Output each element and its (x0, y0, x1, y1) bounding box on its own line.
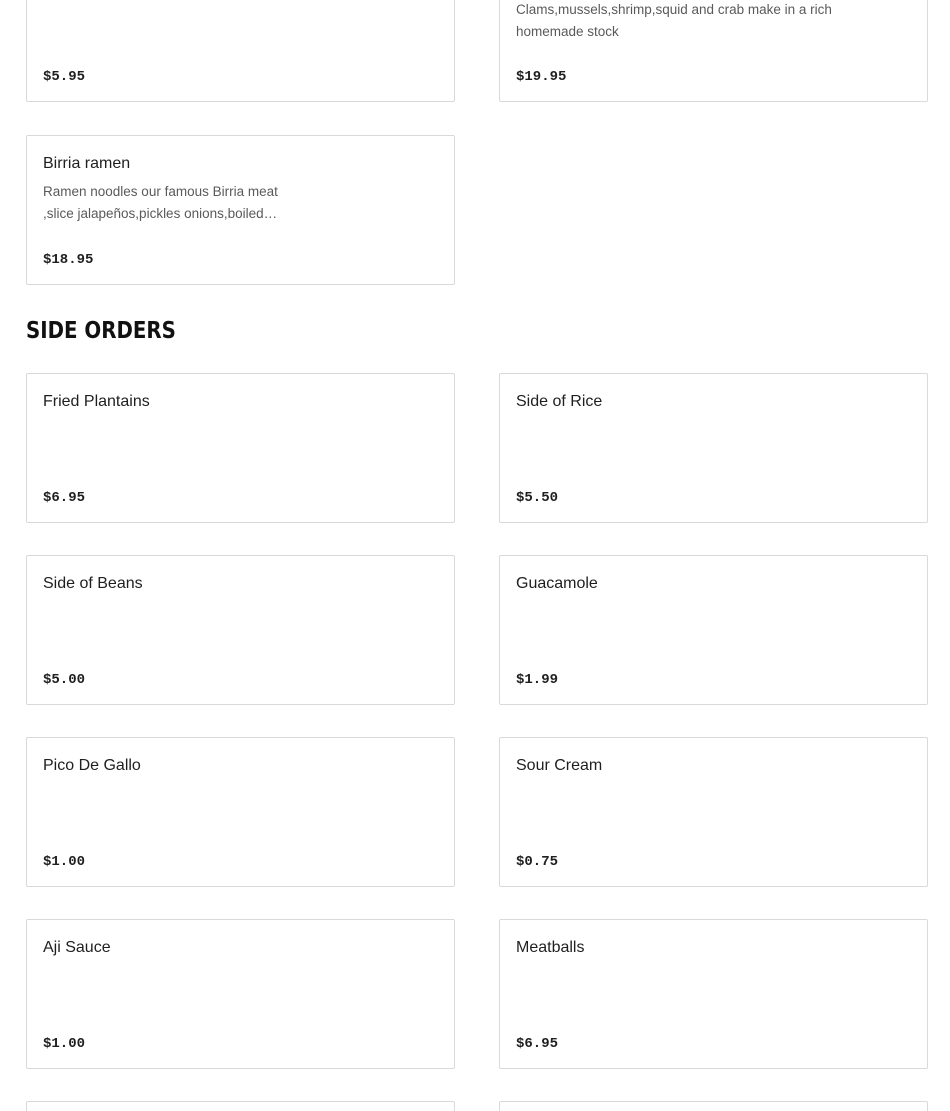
menu-item-card[interactable] (26, 737, 455, 887)
item-name: Pico De Gallo (43, 757, 141, 774)
menu-item-card[interactable] (26, 0, 455, 102)
menu-item-card[interactable] (26, 373, 455, 523)
item-name: Fried Plantains (43, 393, 150, 410)
item-price: $6.95 (516, 1036, 559, 1052)
item-price: $5.50 (516, 490, 559, 506)
item-price: $5.95 (43, 69, 86, 85)
item-name: Side of Rice (516, 393, 603, 410)
item-name: Side of Beans (43, 575, 143, 592)
menu-item-card[interactable] (26, 919, 455, 1069)
item-name: Guacamole (516, 575, 598, 592)
menu-item-card[interactable] (499, 0, 928, 102)
menu-item-card[interactable] (499, 373, 928, 523)
item-price: $1.00 (43, 854, 86, 870)
item-price: $19.95 (516, 69, 567, 85)
item-name: Birria ramen (43, 155, 131, 172)
item-price: $1.00 (43, 1036, 86, 1052)
menu-item-card[interactable] (26, 1101, 455, 1111)
menu-item-card[interactable] (26, 135, 455, 285)
item-name: Aji Sauce (43, 939, 111, 956)
item-name: Meatballs (516, 939, 585, 956)
menu-item-card[interactable] (499, 1101, 928, 1111)
menu-item-card[interactable] (499, 737, 928, 887)
item-price: $5.00 (43, 672, 86, 688)
menu-item-card[interactable] (499, 919, 928, 1069)
menu-item-card[interactable] (499, 555, 928, 705)
item-description: Clams,mussels,shrimp,squid and crab make in a rich homemade stock (516, 2, 832, 39)
item-price: $1.99 (516, 672, 559, 688)
item-price: $18.95 (43, 252, 94, 268)
item-price: $0.75 (516, 854, 559, 870)
item-name: Sour Cream (516, 757, 603, 774)
item-price: $6.95 (43, 490, 86, 506)
item-description: Ramen noodles our famous Birria meat ,slice jalapeños,pickles onions,boiled… (43, 184, 278, 221)
section-title-side-orders: SIDE ORDERS (26, 318, 176, 344)
menu-item-card[interactable] (26, 555, 455, 705)
